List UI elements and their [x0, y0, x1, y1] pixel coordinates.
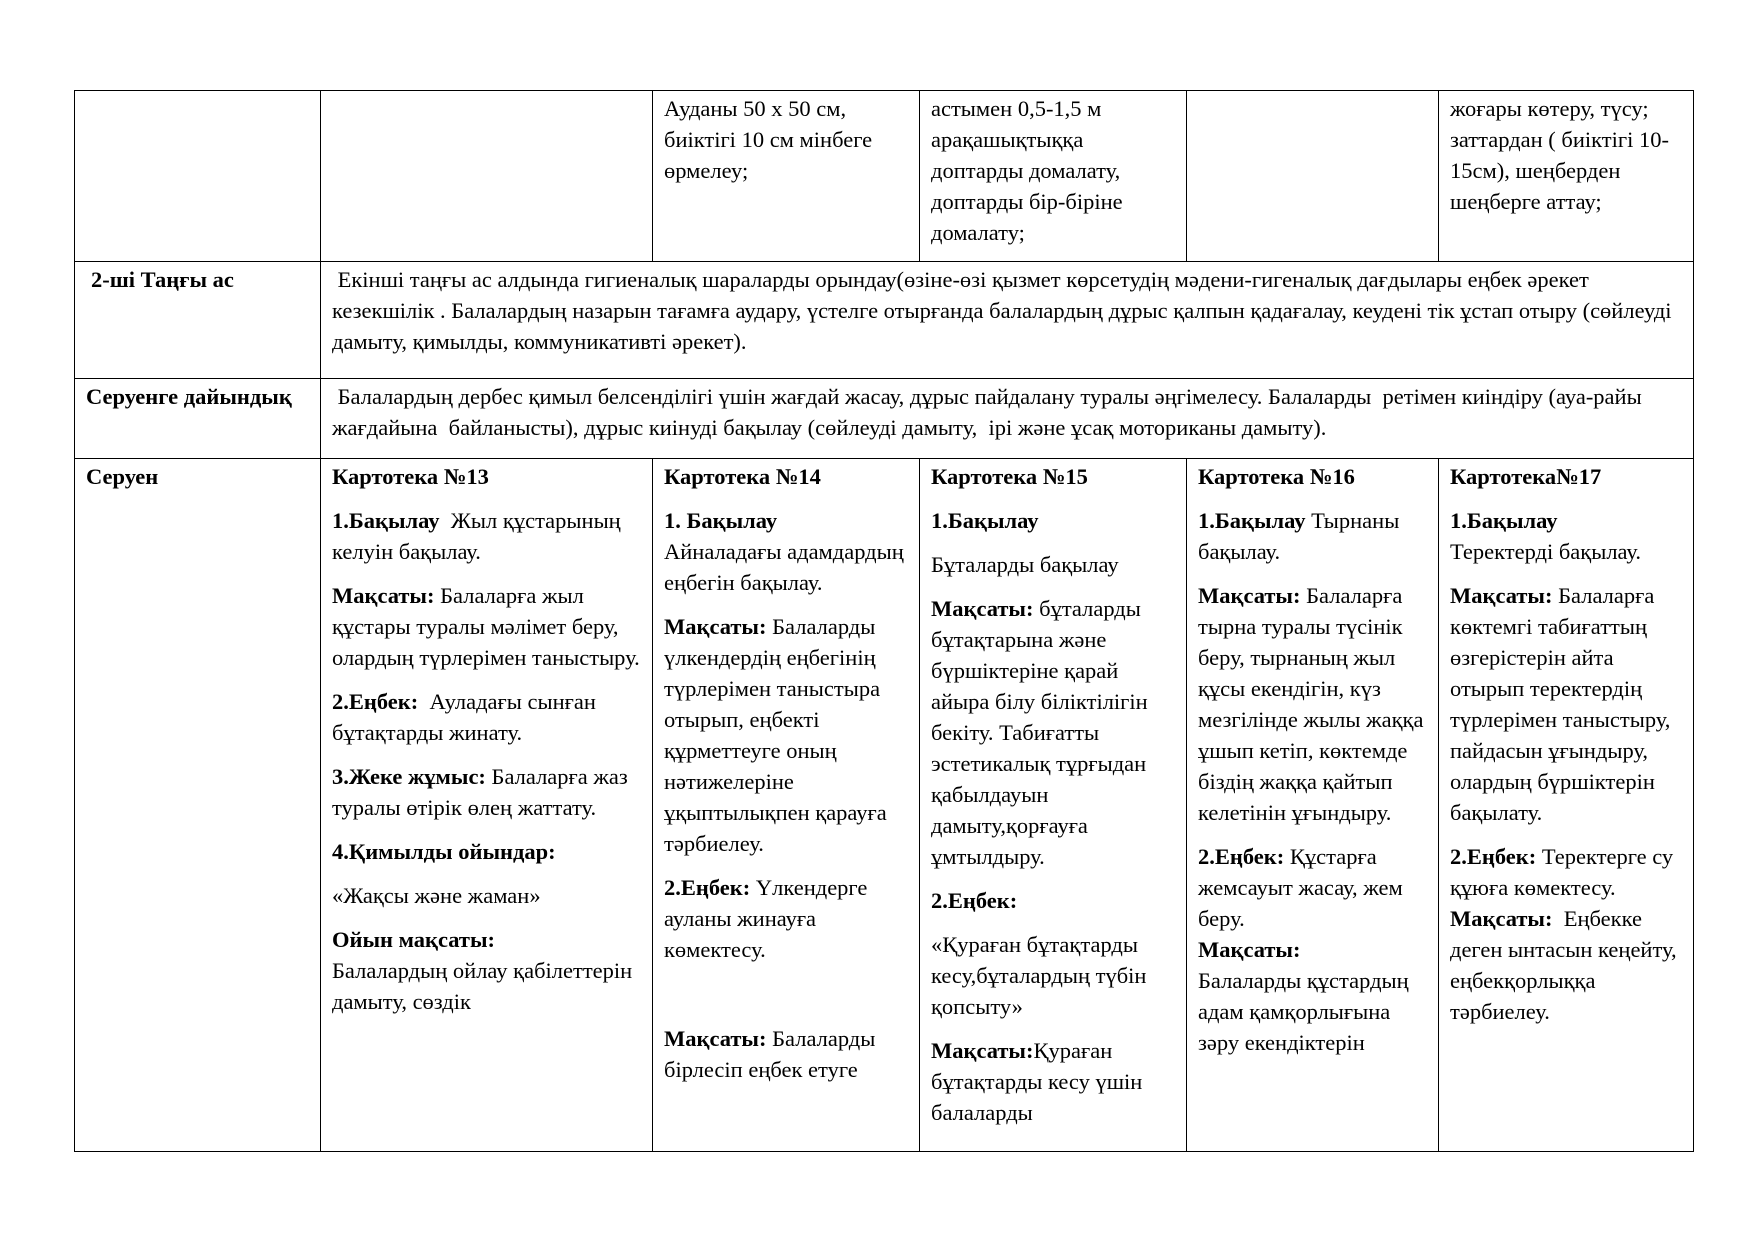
card-13-goal: Мақсаты: Балаларға жыл құстары туралы мәлімет беру, олардың түрлерімен таныстыру.: [332, 583, 640, 670]
card-16-observation: 1.Бақылау Тырнаны бақылау.: [1198, 508, 1405, 564]
second-breakfast-text: Екінші таңғы ас алдында гигиеналық шараларды орындау(өзіне-өзі қызмет көрсетудің мәдени-гигеналық дағдылары еңбек әрекет кезекшілік . Балалардың назарын тағамға аудару, үстелге отырғанда балалардың дұрыс қалпын қадағалау, кеудені тік ұстап отыру (сөйлеуді дамыту, қимылды, коммуникативті әрекет).: [321, 262, 1694, 379]
card-17-work: 2.Еңбек: Теректерге су құюға көмектесу.: [1450, 844, 1679, 900]
card-13-games-label: 4.Қимылды ойындар:: [332, 839, 556, 864]
card-15-observation-label: 1.Бақылау: [931, 508, 1039, 533]
card-13-individual: 3.Жеке жұмыс: Балаларға жаз туралы өтірік өлең жаттату.: [332, 764, 634, 820]
card-13-game-name: «Жақсы және жаман»: [332, 883, 541, 908]
card-14-title: Картотека №14: [664, 464, 821, 489]
card-15-work-label: 2.Еңбек:: [931, 888, 1018, 913]
card-15-title: Картотека №15: [931, 464, 1088, 489]
card-17-goal: Мақсаты: Балаларға көктемгі табиғаттың өзгерістерін айта отырып теректердің түрлерімен таныстыру, пайдасын ұғындыру, олардың бүршіктерін бақылату.: [1450, 583, 1677, 825]
card-14-observation: 1. Бақылау Айналадағы адамдардың еңбегін бақылау.: [664, 508, 904, 595]
card-13-title: Картотека №13: [332, 464, 489, 489]
card-16-goal: Мақсаты: Балаларға тырна туралы түсінік беру, тырнаның жыл құсы екендігін, күз мезгілінде жылы жаққа ұшып кетіп, көктемде біздің жаққа қайтып келетінін ұғындыру.: [1198, 583, 1430, 825]
card-15-goal-2: Мақсаты:Қураған бұтақтарды кесу үшін балаларды: [931, 1038, 1148, 1125]
card-15-goal: Мақсаты: бұталарды бұтақтарына және бүршіктеріне қарай айыра білу біліктілігін бекіту. Табиғатты эстетикалық тұрғыдан қабылдауын дамыту,қорғауға ұмтылдыру.: [931, 596, 1154, 869]
walk-label: Серуен: [75, 459, 321, 1152]
card-16-goal-2: Мақсаты: Балаларды құстардың адам қамқорлығына зәру екендіктерін: [1198, 937, 1409, 1055]
row1-col6-cell: жоғары көтеру, түсу; заттардан ( биіктігі 10-15см), шеңберден шеңберге аттау;: [1439, 91, 1694, 262]
card-16-title: Картотека №16: [1198, 464, 1355, 489]
row1-col4-cell: астымен 0,5-1,5 м арақашықтыққа доптарды домалату, доптарды бір-біріне домалату;: [920, 91, 1187, 262]
card-13-work: 2.Еңбек: Ауладағы сынған бұтақтарды жинату.: [332, 689, 602, 745]
walk-prep-label: Серуенге дайындық: [75, 379, 321, 459]
card-13-game-goal-text: Балалардың ойлау қабілеттерін дамыту, сөздік: [332, 958, 633, 1014]
table-row: [75, 459, 1694, 1152]
card-15-observation-text: Бұталарды бақылау: [931, 552, 1119, 577]
row1-label-cell: [75, 91, 321, 262]
row1-col2-cell: [321, 91, 653, 262]
card-16-work: 2.Еңбек: Құстарға жемсауыт жасау, жем беру.: [1198, 844, 1409, 931]
card-13-cell: [321, 459, 653, 1152]
card-15-work-text: «Қураған бұтақтарды кесу,бұталардың түбін қопсыту»: [931, 932, 1147, 1019]
card-16-cell: [1187, 459, 1439, 1152]
card-17-cell: [1439, 459, 1694, 1152]
card-17-title: Картотека№17: [1450, 464, 1602, 489]
table-row: [75, 262, 1694, 379]
card-15-cell: [920, 459, 1187, 1152]
card-14-cell: [653, 459, 920, 1152]
day-plan-table: [74, 90, 1694, 1152]
card-13-observation: 1.Бақылау Жыл құстарының келуін бақылау.: [332, 508, 627, 564]
card-14-goal-2: Мақсаты: Балаларды бірлесіп еңбек етуге: [664, 1026, 881, 1082]
table-row: [75, 379, 1694, 459]
card-14-goal: Мақсаты: Балаларды үлкендердің еңбегінің түрлерімен таныстыра отырып, еңбекті құрметтеуге оның нәтижелеріне ұқыптылықпен қарауға тәрбиелеу.: [664, 614, 893, 856]
walk-prep-text: Балалардың дербес қимыл белсенділігі үшін жағдай жасау, дұрыс пайдалану туралы әңгімелесу. Балаларды ретімен киіндіру (ауа-райы жағдайына байланысты), дұрыс киінуді бақылау (сөйлеуді дамыту, ірі және ұсақ моториканы дамыту).: [321, 379, 1694, 459]
row1-col5-cell: [1187, 91, 1439, 262]
card-14-work: 2.Еңбек: Үлкендерге ауланы жинауға көмектесу.: [664, 875, 873, 962]
table-row: [75, 91, 1694, 262]
card-17-goal-2: Мақсаты: Еңбекке деген ынтасын кеңейту, еңбекқорлыққа тәрбиелеу.: [1450, 906, 1683, 1024]
row1-col3-cell: Ауданы 50 х 50 см, биіктігі 10 см мінбеге өрмелеу;: [653, 91, 920, 262]
card-13-game-goal-label: Ойын мақсаты:: [332, 927, 496, 952]
second-breakfast-label: 2-ші Таңғы ас: [75, 262, 321, 379]
card-17-observation: 1.Бақылау Теректерді бақылау.: [1450, 508, 1642, 564]
